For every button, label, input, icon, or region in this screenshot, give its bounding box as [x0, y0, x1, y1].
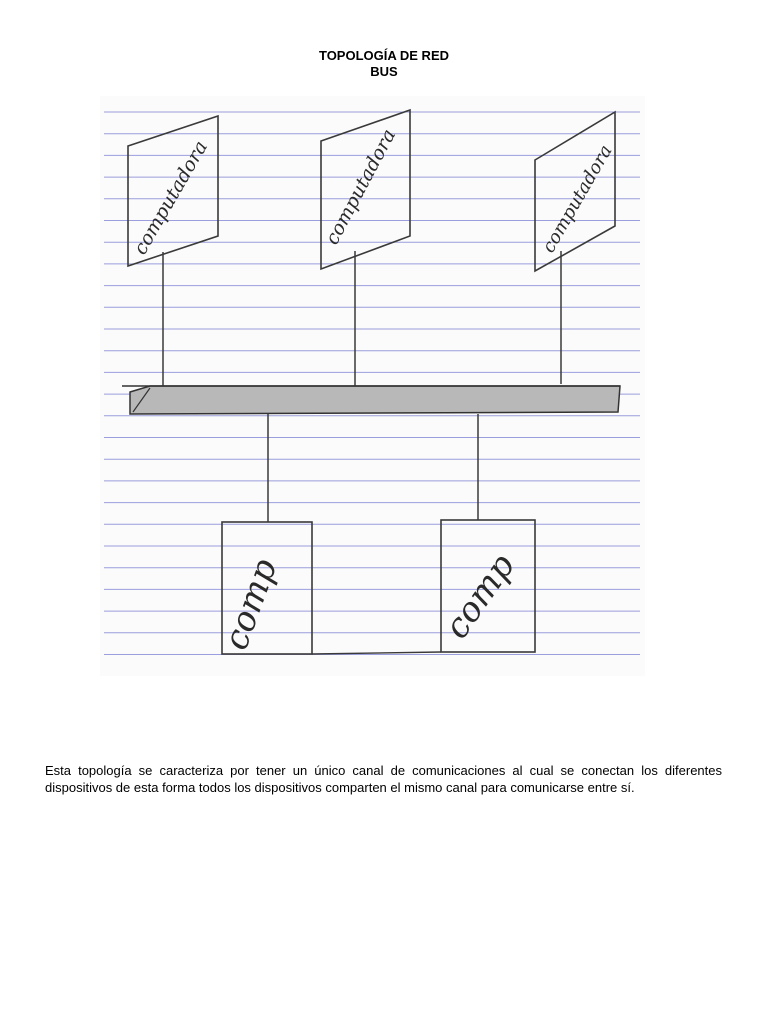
bottom-device-2 — [437, 520, 535, 652]
document-title-line2: BUS — [370, 64, 398, 79]
top-device-1 — [128, 116, 218, 266]
bottom-device-1-label: comp — [215, 553, 286, 656]
bus-backbone — [122, 386, 620, 414]
top-device-3 — [535, 112, 617, 271]
description-paragraph: Esta topología se caracteriza por tener un único canal de comunicaciones al cual se conectan los diferentes dispositivos de esta forma todos los dispositivos comparten el mismo canal para comunicarse entre sí. — [45, 763, 722, 795]
bottom-device-2-label: comp — [436, 546, 524, 647]
bottom-link-line — [312, 652, 441, 654]
document-title-line1: TOPOLOGÍA DE RED — [318, 48, 449, 63]
bus-topology-sketch — [100, 96, 645, 676]
bus-bar — [130, 386, 620, 414]
top-device-2-label: computadora — [320, 125, 401, 249]
top-device-3-label: computadora — [538, 141, 617, 257]
sketch-canvas — [100, 96, 645, 676]
bottom-device-1 — [216, 522, 312, 655]
top-device-1-label: computadora — [129, 137, 213, 259]
